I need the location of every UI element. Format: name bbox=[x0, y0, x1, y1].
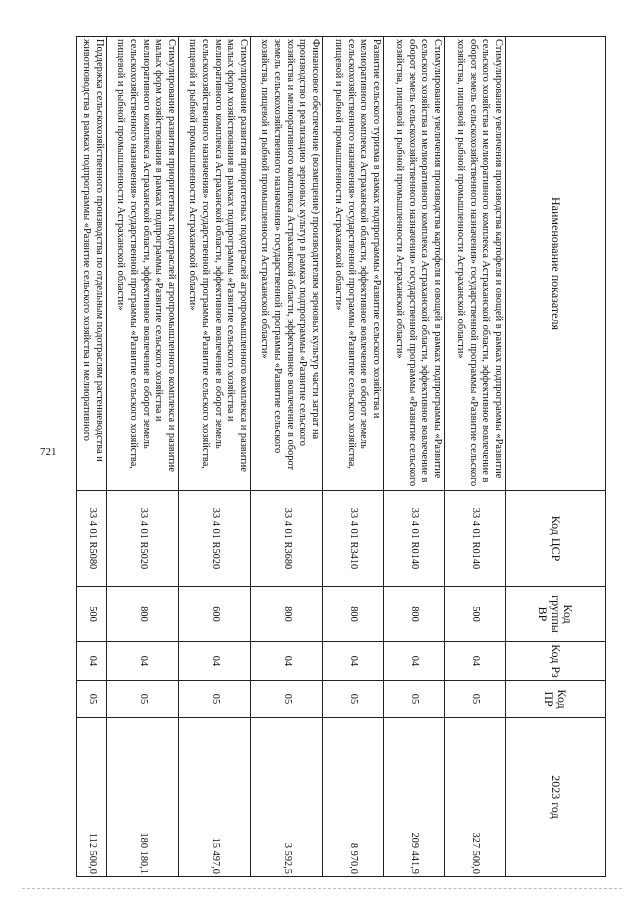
header-vr: Код группы ВР bbox=[506, 587, 606, 642]
table-row bbox=[251, 37, 323, 877]
row-name: Стимулирование увеличения производства картофеля и овощей в рамках подпрограммы «Развитие сельского хозяйства и мелиоративного комплекса Астраханской области, эффективное вовлечение в оборот земель сельскохозяйственного назначения» государственной программы «Развитие сельского хозяйства, пищевой и рыбной промышленности Астраханской области» bbox=[384, 37, 445, 491]
row-rz: 04 bbox=[179, 642, 251, 681]
row-csr: 33 4 01 R3680 bbox=[251, 491, 323, 587]
row-csr: 33 4 01 R0140 bbox=[384, 491, 445, 587]
row-value: 3 592,5 bbox=[251, 718, 323, 877]
table-row bbox=[384, 37, 445, 877]
row-rz: 04 bbox=[445, 642, 506, 681]
row-value: 327 500,0 bbox=[445, 718, 506, 877]
row-value: 15 497,0 bbox=[179, 718, 251, 877]
header-name: Наименование показателя bbox=[506, 37, 606, 491]
row-csr: 33 4 01 R5080 bbox=[77, 491, 107, 587]
row-pr: 05 bbox=[445, 681, 506, 718]
table-row bbox=[107, 37, 179, 877]
row-name: Стимулирование увеличения производства картофеля и овощей в рамках подпрограммы «Развитие сельского хозяйства и мелиоративного комплекса Астраханской области, эффективное вовлечение в оборот земель сельскохозяйственного назначения» государственной программы «Развитие сельского хозяйства, пищевой и рыбной промышленности Астраханской области» bbox=[445, 37, 506, 491]
row-rz: 04 bbox=[77, 642, 107, 681]
row-vr: 600 bbox=[179, 587, 251, 642]
header-rz: Код Рз bbox=[506, 642, 606, 681]
row-pr: 05 bbox=[77, 681, 107, 718]
budget-table bbox=[76, 36, 606, 877]
row-name: Поддержка сельскохозяйственного производства по отдельным подотраслям растениеводства и животноводства в рамках подпрограммы «Развитие сельского хозяйства и мелиоративного bbox=[77, 37, 107, 491]
row-vr: 500 bbox=[77, 587, 107, 642]
row-pr: 05 bbox=[384, 681, 445, 718]
table-row bbox=[77, 37, 107, 877]
row-rz: 04 bbox=[384, 642, 445, 681]
header-year: 2023 год bbox=[506, 718, 606, 877]
row-value: 180 180,1 bbox=[107, 718, 179, 877]
row-name: Финансовое обеспечение (возмещение) производителям зерновых культур части затрат на производство и реализацию зерновых культур в рамках подпрограммы «Развитие сельского хозяйства и мелиоративного комплекса Астраханской области, эффективное вовлечение в оборот земель сельскохозяйственного назначения» государственной программы «Развитие сельского хозяйства, пищевой и рыбной промышленности Астраханской области» bbox=[251, 37, 323, 491]
row-vr: 800 bbox=[323, 587, 384, 642]
row-value: 209 441,9 bbox=[384, 718, 445, 877]
table-row bbox=[445, 37, 506, 877]
cut-line bbox=[22, 888, 622, 889]
header-pr: Код ПР bbox=[506, 681, 606, 718]
row-rz: 04 bbox=[251, 642, 323, 681]
page-number: 721 bbox=[40, 446, 57, 458]
row-name: Развитие сельского туризма в рамках подпрограммы «Развитие сельского хозяйства и мелиоративного комплекса Астраханской области, эффективное вовлечение в оборот земель сельскохозяйственного назначения» государственной программы «Развитие сельского хозяйства, пищевой и рыбной промышленности Астраханской области» bbox=[323, 37, 384, 491]
row-pr: 05 bbox=[251, 681, 323, 718]
row-csr: 33 4 01 R5020 bbox=[107, 491, 179, 587]
row-pr: 05 bbox=[323, 681, 384, 718]
row-vr: 800 bbox=[384, 587, 445, 642]
row-rz: 04 bbox=[107, 642, 179, 681]
rotated-page bbox=[81, 36, 606, 876]
row-csr: 33 4 01 R3410 bbox=[323, 491, 384, 587]
header-csr: Код ЦСР bbox=[506, 491, 606, 587]
row-rz: 04 bbox=[323, 642, 384, 681]
row-vr: 800 bbox=[107, 587, 179, 642]
row-vr: 500 bbox=[445, 587, 506, 642]
table-row bbox=[323, 37, 384, 877]
row-value: 8 970,0 bbox=[323, 718, 384, 877]
row-name: Стимулирование развития приоритетных подотраслей агропромышленного комплекса и развитие малых форм хозяйствования в рамках подпрограммы «Развитие сельского хозяйства и мелиоративного комплекса Астраханской области, эффективное вовлечение в оборот земель сельскохозяйственного назначения» государственной программы «Развитие сельского хозяйства, пищевой и рыбной промышленности Астраханской области» bbox=[179, 37, 251, 491]
row-csr: 33 4 01 R5020 bbox=[179, 491, 251, 587]
row-vr: 800 bbox=[251, 587, 323, 642]
row-csr: 33 4 01 R0140 bbox=[445, 491, 506, 587]
row-pr: 05 bbox=[107, 681, 179, 718]
row-pr: 05 bbox=[179, 681, 251, 718]
row-value: 112 500,0 bbox=[77, 718, 107, 877]
table-row bbox=[179, 37, 251, 877]
row-name: Стимулирование развития приоритетных подотраслей агропромышленного комплекса и развитие малых форм хозяйствования в рамках подпрограммы «Развитие сельского хозяйства и мелиоративного комплекса Астраханской области, эффективное вовлечение в оборот земель сельскохозяйственного назначения» государственной программы «Развитие сельского хозяйства, пищевой и рыбной промышленности Астраханской области» bbox=[107, 37, 179, 491]
